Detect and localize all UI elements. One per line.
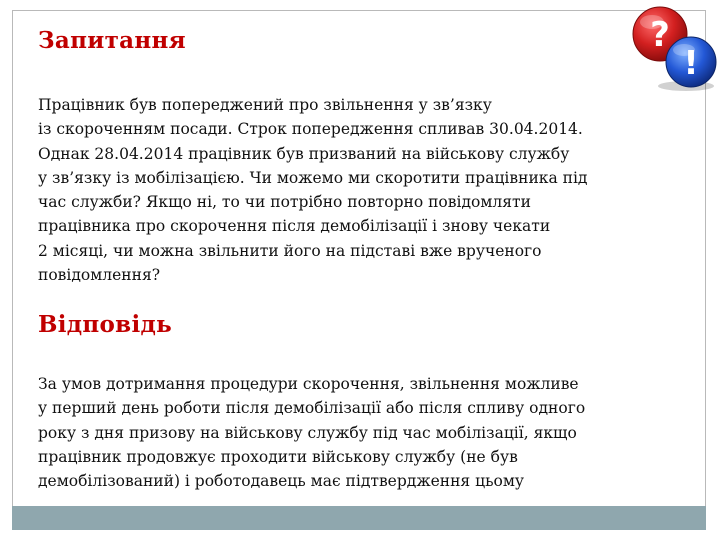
answer-line: у перший день роботи після демобілізації або після спливу одного [38, 399, 586, 418]
answer-line: працівник продовжує проходити військову службу (не був [38, 447, 518, 466]
answer-line: року з дня призову на військову службу під час мобілізації, якщо [38, 423, 577, 442]
answer-line: За умов дотримання процедури скорочення, звільнення можливе [38, 375, 579, 393]
question-line: працівника про скорочення після демобілізації і знову чекати [38, 217, 551, 236]
svg-text:?: ? [650, 15, 670, 55]
question-exclamation-icon [624, 2, 720, 94]
answer-line: демобілізований) і роботодавець має підтвердження цьому [38, 472, 525, 491]
question-line: із скороченням посади. Строк попередження спливав 30.04.2014. [38, 120, 583, 139]
question-line: 2 місяці, чи можна звільнити його на підставі вже врученого [38, 241, 542, 260]
bottom-bar [12, 506, 706, 530]
question-line: повідомлення? [38, 266, 161, 285]
question-line: Працівник був попереджений про звільнення у зв’язку [38, 96, 492, 114]
question-line: Однак 28.04.2014 працівник був призваний на військову службу [38, 144, 570, 163]
question-text [38, 93, 678, 287]
answer-text [38, 372, 678, 493]
exclamation-mark-icon [666, 37, 716, 87]
question-line: час служби? Якщо ні, то чи потрібно повторно повідомляти [38, 193, 531, 212]
answer-title: Відповідь [38, 311, 173, 338]
question-line: у зв’язку із мобілізацією. Чи можемо ми скоротити працівника під [38, 168, 588, 187]
question-title: Запитання [38, 27, 186, 54]
svg-text:!: ! [683, 43, 699, 82]
